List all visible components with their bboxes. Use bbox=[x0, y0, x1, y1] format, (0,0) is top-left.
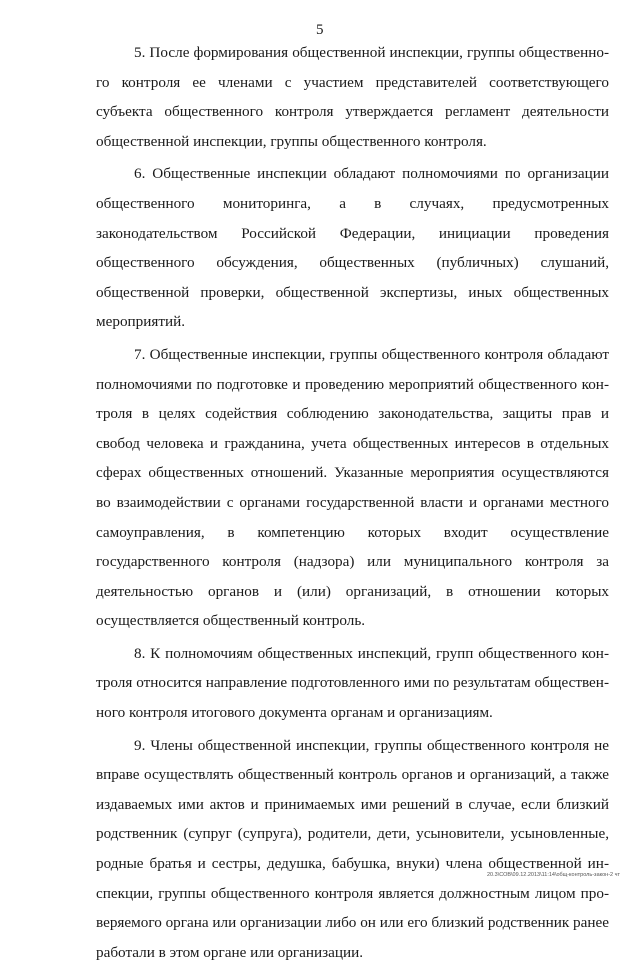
page-number: 5 bbox=[316, 22, 324, 38]
paragraph-8: 8. К полномочиям общественных инспекций, групп общественного контроля относится направление подготовленного ими по результатам общественного контроля итогового документа органам и организациям. bbox=[96, 644, 609, 722]
paragraph-5: 5. После формирования общественной инспекции, группы общественного контроля ее членами с участием представителей соответствующего субъекта общественного контроля утверждается регламент деятельности общественной инспекции, группы общественного контроля. bbox=[96, 44, 609, 150]
document-body bbox=[96, 38, 609, 970]
paragraph-7: 7. Общественные инспекции, группы общественного контроля обладают полномочиями по подготовке и проведению мероприятий общественного контроля в целях содействия соблюдению законодательства, защиты прав и свобод человека и гражданина, учета общественных интересов в отдельных сферах общественных отношений. Указанные мероприятия осуществляются во взаимодействии с органами государственной власти и органами местного самоуправления, в компетенцию которых входит осуществление государственного контроля (надзора) или муниципального контроля за деятельностью органов и (или) организаций, в отношении которых осуществляется общественный контроль. bbox=[96, 345, 609, 630]
paragraph-6: 6. Общественные инспекции обладают полномочиями по организации общественного мониторинга, а в случаях, предусмотренных законодательством Российской Федерации, инициации проведения общественного обсуждения, общественных (публичных) слушаний, общественной проверки, общественной экспертизы, иных общественных мероприятий. bbox=[96, 165, 609, 331]
file-path-footer: 20.3\СОВ\09.12.2013\11:14\общ-контроль-закон-2 чт bbox=[487, 872, 620, 878]
paragraph-9: 9. Члены общественной инспекции, группы общественного контроля не вправе осуществлять общественный контроль органов и организаций, а также издаваемых ими актов и принимаемых ими решений в случае, если близкий родственник (супруг (супруга), родители, дети, усыновители, усыновленные, родные братья и сестры, дедушка, бабушка, внуки) члена общественной инспекции, группы общественного контроля является должностным лицом проверяемого органа или организации либо он или его близкий родственник ранее работали в этом органе или организации. bbox=[96, 736, 609, 961]
